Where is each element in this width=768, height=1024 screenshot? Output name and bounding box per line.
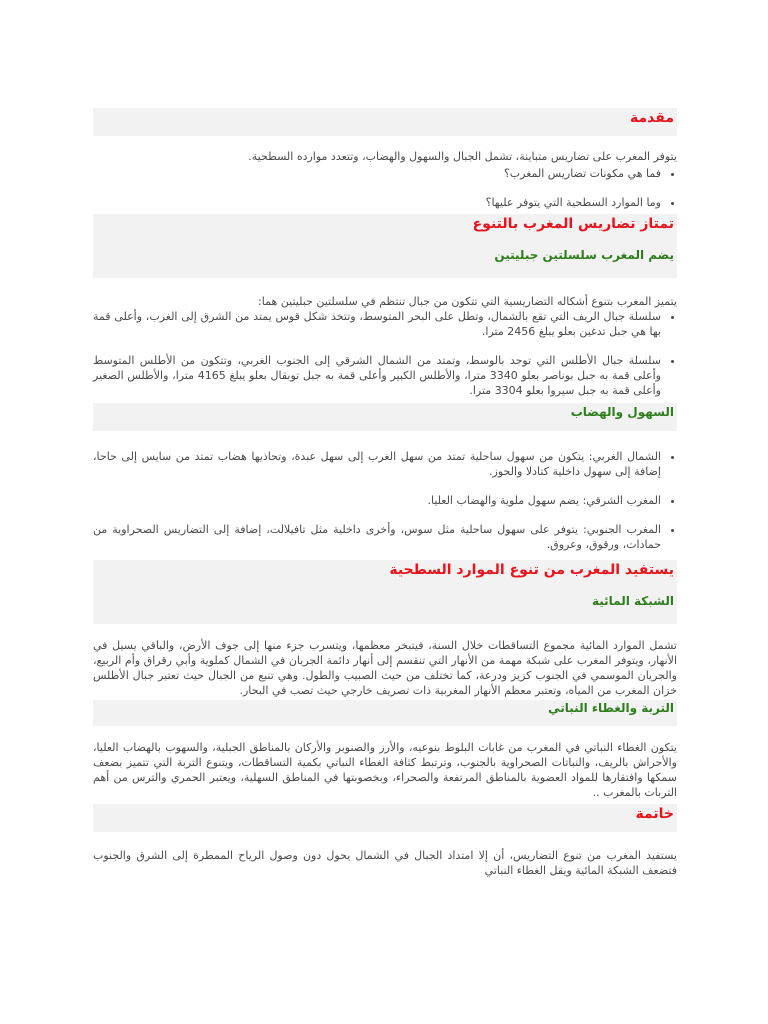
heading-conclusion xyxy=(93,804,677,832)
heading-relief: تمتاز تضاريس المغرب بالتنوع xyxy=(472,216,674,232)
mountains-item: • سلسلة جبال الأطلس التي توجد بالوسط، وتمتد من الشمال الشرقي إلى الجنوب الغربي، وتتكون من الأطلس المتوسط وأعلى قمة به جبل بوناصر بعلو 3340 مترا، والأطلس الكبير وأعلى قمة به جبل توبقال بعلو يبلغ 4165 مترا، والأطلس الصغير وأعلى قمة به جبل سيروا بعلو 3304 مترا. xyxy=(93,353,661,398)
plains-item: • المغرب الشرقي: يضم سهول ملوية والهضاب العليا. xyxy=(93,493,661,508)
heading-resources: يستفيد المغرب من تنوع الموارد السطحية xyxy=(389,562,674,578)
heading-mountains: يضم المغرب سلسلتين جبليتين xyxy=(494,248,674,262)
intro-question: • فما هي مكونات تضاريس المغرب؟ xyxy=(93,166,661,181)
intro-questions xyxy=(93,166,677,210)
plains-item: • الشمال الغربي: يتكون من سهول ساحلية تمتد من سهل الغرب إلى سهل عبدة، وتحاذيها هضاب تمتد من سايس إلى حاحا، إضافة إلى سهول داخلية كتادلا والحوز. xyxy=(93,449,661,479)
intro-question: • وما الموارد السطحية التي يتوفر عليها؟ xyxy=(93,195,661,210)
heading-conclusion-text: خاتمة xyxy=(635,806,674,822)
plains-item: • المغرب الجنوبي: يتوفر على سهول ساحلية مثل سوس، وأخرى داخلية مثل تافيلالت، إضافة إلى التضاريس الصحراوية من حمادات، ورقوق، وعروق. xyxy=(93,522,661,552)
plains-list xyxy=(93,449,677,552)
heading-plains-text: السهول والهضاب xyxy=(570,405,674,419)
mountains-item: • سلسلة جبال الريف التي تقع بالشمال، وتطل على البحر المتوسط، وتتخذ شكل قوس يمتد من الشرق إلى الغرب، وأعلى قمة بها هي جبل تدغين بعلو يبلغ 2456 مترا. xyxy=(93,309,661,339)
relief-band xyxy=(93,214,677,278)
heading-soil xyxy=(93,700,677,726)
soil-paragraph: يتكون الغطاء النباتي في المغرب من غابات البلوط بنوعيه، والأرز والصنوبر والأركان بالمناطق الجبلية، والسهوب بالهضاب العليا، والأحراش بالريف، والنباتات الصحراوية بالجنوب، وترتبط كثافة الغطاء النباتي بكمية التساقطات، ويتنوع التربة التي تتميز بضعف سمكها وافتقارها للمواد العضوية بالمناطق المرتفعة والصحراء، وبخصوبتها في المناطق السهلية، ويعتبر الحمري والترس من أهم التربات بالمغرب .. xyxy=(93,741,677,799)
heading-plains xyxy=(93,403,677,431)
water-paragraph: تشمل الموارد المائية مجموع التساقطات خلال السنة، فيتبخر معظمها، ويتسرب جزء منها إلى جوف الأرض، والباقي يسيل في الأنهار، ويتوفر المغرب على شبكة مهمة من الأنهار التي تنقسم إلى أنهار دائمة الجريان في الشمال كملوية وأبي رقراق وأم الربيع، والجريان الموسمي في الجنوب كزيز ودرعة، كما تختلف من حيث الصبيب والطول. وهي تنبع من الجبال حيث تعتبر جبال الأطلس خزان المغرب من المياه، وتعتبر معظم الأنهار المغربية ذات تصريف خارجي حيث تصب في البحار. xyxy=(93,639,677,697)
resources-band xyxy=(93,560,677,624)
heading-water: الشبكة المائية xyxy=(591,594,674,608)
mountains-paragraph: يتميز المغرب بتنوع أشكاله التضاريسية التي تتكون من جبال تنتظم في سلسلتين جبليتين هما: xyxy=(258,295,677,308)
heading-soil-text: التربة والغطاء النباتي xyxy=(548,701,674,715)
heading-intro-text: مقدمة xyxy=(630,110,674,126)
conclusion-paragraph: يستفيد المغرب من تنوع التضاريس، أن إلا امتداد الجبال في الشمال يحول دون وصول الرياح الممطرة إلى الشرق والجنوب فتضعف الشبكة المائية ويقل الغطاء النباتي xyxy=(93,849,677,877)
intro-paragraph: يتوفر المغرب على تضاريس متباينة، تشمل الجبال والسهول والهضاب، وتتعدد موارده السطحية. xyxy=(248,150,677,163)
heading-intro xyxy=(93,108,677,136)
mountains-list xyxy=(93,309,677,398)
document-content xyxy=(93,108,677,878)
